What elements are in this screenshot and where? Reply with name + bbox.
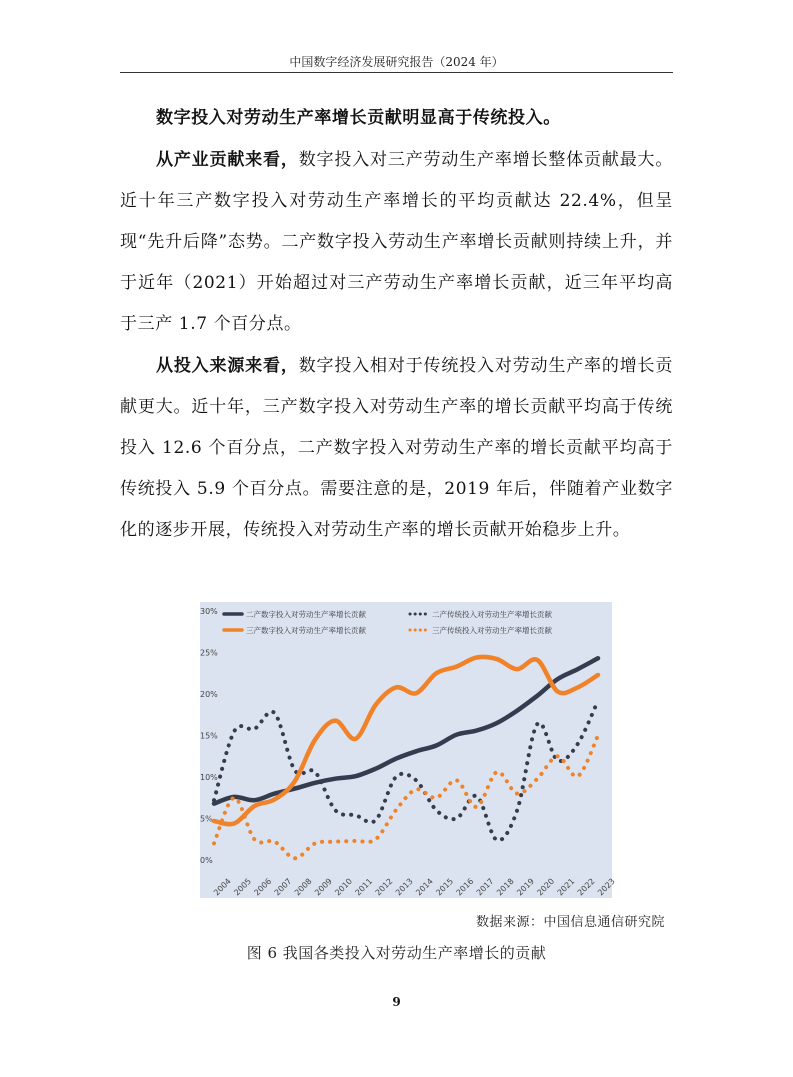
legend-label: 三产传统投入对劳动生产率增长贡献 [432,626,552,635]
x-tick-label: 2009 [313,876,334,898]
x-tick-label: 2023 [596,876,617,898]
paragraph-lead: 从产业贡献来看， [156,150,299,170]
x-tick-label: 2006 [252,876,274,898]
x-tick-label: 2005 [232,876,254,898]
legend-label: 二产传统投入对劳动生产率增长贡献 [432,610,552,619]
x-tick-label: 2016 [454,876,476,898]
y-tick-label: 15% [200,731,218,741]
y-tick-label: 30% [200,607,218,616]
y-tick-label: 20% [200,690,218,699]
x-tick-label: 2017 [474,876,496,898]
x-tick-label: 2020 [535,876,557,898]
chart-svg [200,602,617,898]
paragraph-input-source [120,346,673,551]
x-tick-label: 2014 [414,876,435,898]
figure-source: 数据来源：中国信息通信研究院 [475,915,665,930]
x-tick-label: 2012 [373,876,395,898]
x-tick-label: 2019 [515,876,536,898]
y-tick-label: 0% [200,856,213,865]
header-rule [120,72,673,73]
paragraph-heading: 数字投入对劳动生产率增长贡献明显高于传统投入。 [156,108,561,128]
paragraph-industry-contribution [120,140,673,345]
x-tick-label: 2004 [212,876,233,898]
y-tick-label: 10% [200,773,218,782]
y-tick-label: 5% [200,814,213,824]
running-header: 中国数字经济发展研究报告（2024 年） [289,55,504,69]
figure-caption: 图 6 我国各类投入对劳动生产率增长的贡献 [246,944,547,962]
x-tick-label: 2021 [555,876,577,898]
page-number: 9 [392,995,401,1009]
x-tick-label: 2007 [272,876,294,898]
x-tick-label: 2018 [494,876,516,898]
paragraph-body: 数字投入对三产劳动生产率增长整体贡献最大。近十年三产数字投入对劳动生产率增长的平均贡献达 22.4%，但呈现“先升后降”态势。二产数字投入劳动生产率增长贡献则持续上升，并于近年（2021）开始超过对三产劳动生产率增长贡献，近三年平均高于三产 1.7 个百分点。 [120,150,673,334]
x-tick-label: 2022 [575,876,597,898]
x-tick-label: 2010 [333,876,355,898]
x-tick-label: 2015 [434,876,456,898]
y-tick-label: 25% [200,648,218,658]
x-tick-label: 2013 [393,876,415,898]
x-tick-label: 2008 [292,876,314,898]
paragraph-lead: 从投入来源来看， [156,356,299,376]
x-tick-label: 2011 [353,876,375,898]
paragraph-body: 数字投入相对于传统投入对劳动生产率的增长贡献更大。近十年，三产数字投入对劳动生产率的增长贡献平均高于传统投入 12.6 个百分点，二产数字投入对劳动生产率的增长贡献平均高于传统投入 5.9 个百分点。需要注意的是，2019 年后，伴随着产业数字化的逐步开展，传统投入对劳动生产率的增长贡献开始稳步上升。 [120,356,673,540]
line-chart [200,602,617,898]
legend-label: 二产数字投入对劳动生产率增长贡献 [246,610,366,619]
legend-label: 三产数字投入对劳动生产率增长贡献 [246,626,366,635]
